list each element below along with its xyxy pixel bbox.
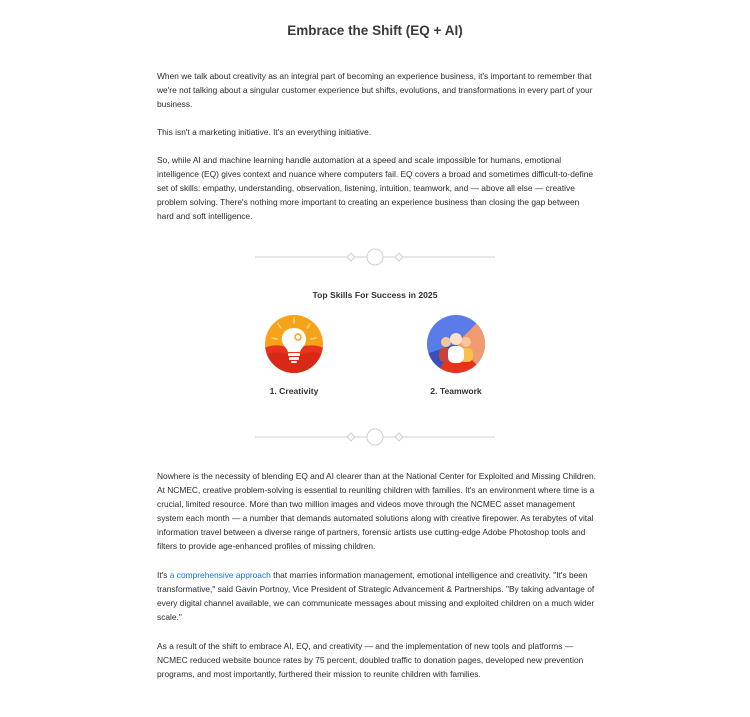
paragraph-text: Nowhere is the necessity of blending EQ and AI clearer than at the National Center for Exploited and Missing Children. At NCMEC, creative problem-solving is essential to reuniting children with families. It's an environment where time is a crucial, limited resource. More than two million images and videos move through the NCMEC asset management system each month — a number that demands automated solutions along with creative firepower. As terabytes of vital information travel between a diverse range of partners, forensic artists use cutting-edge Adobe Photoshop tools and filters to provide age-enhanced profiles of missing children. (157, 471, 596, 551)
result-paragraph (157, 639, 597, 681)
quote-prefix: It's (157, 570, 170, 580)
paragraph-text: So, while AI and machine learning handle automation at a speed and scale impossible for humans, emotional intelligence (EQ) gives context and nuance where computers fail. EQ covers a broad and sometimes difficult-to-define set of skills: empathy, understanding, observation, listening, intuition, teamwork, and — above all else — creative problem solving. There's nothing more important to creating an experience business than closing the gap between hard and soft intelligence. (157, 155, 594, 221)
ornament-divider (255, 427, 495, 447)
intro-paragraph-2 (157, 125, 597, 139)
ncmec-paragraph (157, 469, 597, 553)
paragraph-text: When we talk about creativity as an integral part of becoming an experience business, it's important to remember that we're not talking about a singular customer experience but shifts, evolutions, and transformations in every part of your business. (157, 71, 593, 109)
intro-paragraph-1 (157, 69, 597, 111)
skill-label: 2. Teamwork (430, 386, 482, 396)
skill-creativity (234, 314, 354, 396)
quote-paragraph (157, 568, 597, 624)
skill-teamwork (396, 314, 516, 396)
article-title: Embrace the Shift (EQ + AI) (287, 23, 463, 38)
paragraph-text (157, 568, 597, 624)
intro-paragraph-3 (157, 153, 597, 223)
paragraph-text: This isn't a marketing initiative. It's an everything initiative. (157, 127, 372, 137)
skills-heading: Top Skills For Success in 2025 (312, 290, 438, 300)
team-icon (426, 314, 486, 374)
comprehensive-approach-link[interactable]: a comprehensive approach (169, 570, 271, 580)
paragraph-text: As a result of the shift to embrace AI, EQ, and creativity — and the implementation of new tools and platforms — NCMEC reduced website bounce rates by 75 percent, doubled traffic to donation pages, developed new prevention programs, and most importantly, furthered their mission to reunite children with families. (157, 641, 584, 679)
quote-suffix: that marries information management, emotional intelligence and creativity. "It's been transformative," said Gavin Portnoy, Vice President of Strategic Advancement & Partnerships. "By taking advantage of every digital channel available, we can communicate messages about missing and exploited children on a much wider scale." (157, 570, 595, 622)
lightbulb-icon (264, 314, 324, 374)
skill-label: 1. Creativity (269, 386, 319, 396)
ornament-divider (255, 247, 495, 267)
